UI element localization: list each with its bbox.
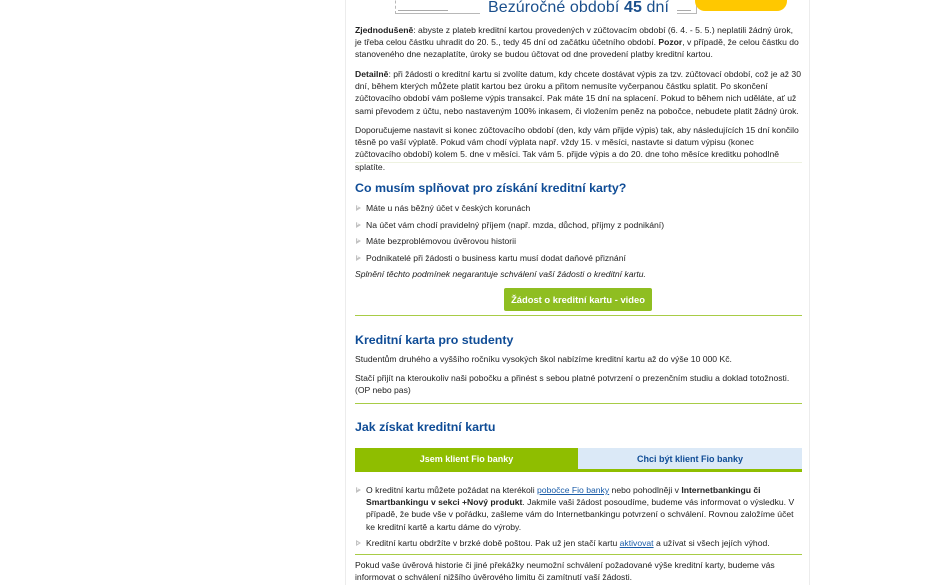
list-item-text: Máte u nás běžný účet v českých korunách [366, 203, 531, 213]
how-to-heading: Jak získat kreditní kartu [355, 420, 496, 434]
step-text: O kreditní kartu můžete požádat na kterékoli [366, 485, 538, 495]
triangle-bullet-icon [356, 487, 361, 493]
step-text: a užívat si všech jejích výhod. [653, 538, 770, 549]
step-text: nebo pohodlněji v [609, 485, 682, 495]
triangle-bullet-icon [356, 255, 361, 261]
warning-text: , v případě, že celou částku do stanoveného dne nezaplatíte, úroky se budou účtovat od dne provedení platby kreditní kartou. [355, 37, 799, 60]
footer-note: Pokud vaše úvěrová historie či jiné překážky neumožní schválení požadované výše kreditní karty, budeme vás informovat o schválení nižšího úvěrového limitu či zamítnutí vaší žádosti. [355, 560, 775, 583]
hero-banner [346, 0, 811, 22]
list-item-text: Na účet vám chodí pravidelný příjem (např. mzda, důchod, příjmy z podnikání) [366, 219, 665, 230]
triangle-bullet-icon [356, 205, 361, 211]
students-paragraph-1: Studentům druhého a vyššího ročníku vysokých škol nabízíme kreditní kartu až do výše 10 000 Kč. [355, 354, 732, 364]
list-item [355, 202, 802, 214]
branch-link[interactable]: pobočce Fio banky [537, 485, 610, 495]
paragraph-simplified [355, 24, 802, 61]
detailed-label: Detailně [355, 69, 389, 79]
students-paragraph-2: Stačí přijít na kteroukoliv naši pobočku a přinést s sebou platné potvrzení o prezenčním studiu a doklad totožnosti. (OP nebo pas) [355, 373, 790, 396]
hero-title-number: 45 [623, 0, 642, 16]
section-divider [355, 162, 802, 163]
triangle-bullet-icon [356, 540, 361, 546]
list-item-text: Podnikatelé při žádosti o business kartu musí dodat daňové přiznání [366, 252, 626, 263]
list-item [355, 252, 802, 264]
section-divider [355, 315, 802, 316]
list-item [355, 219, 802, 231]
video-request-button[interactable]: Žádost o kreditní kartu - video [504, 288, 652, 311]
list-item [355, 484, 795, 533]
how-to-steps [355, 484, 795, 554]
triangle-bullet-icon [356, 222, 361, 228]
students-heading: Kreditní karta pro studenty [355, 333, 514, 347]
step-text: . Jakmile vaši žádost posoudíme, budeme vás informovat o výsledku. V případě, že bude vše v pořádku, zašleme vám do Internetbankingu potvrzení o schválení. Rovnou založíme účet ke kreditní kartě a kartu dáme do výroby. [366, 497, 795, 532]
step-bold-text: Internetbankingu či Smartbankingu v sekci +Nový produkt [366, 485, 761, 508]
step-text: Kreditní kartu obdržíte v brzké době poštou. Pak už jen stačí kartu [366, 538, 620, 549]
activate-link[interactable]: aktivovat [619, 538, 654, 549]
hero-title-suffix: dní [646, 0, 670, 16]
requirements-heading: Co musím splňovat pro získání kreditní karty? [355, 181, 627, 195]
client-tabs [355, 448, 802, 472]
list-item [355, 235, 802, 247]
list-item [355, 537, 795, 549]
paragraph-detailed [355, 68, 802, 117]
simplified-label: Zjednodušeně [355, 25, 414, 35]
simplified-text: : abyste z plateb kreditní kartou provedených v zúčtovacím období (6. 4. - 5. 5.) neplatili žádný úrok, je třeba celou částku uhradit do 20. 5., tedy 45 dní od začátku účetního období. [355, 25, 794, 48]
detailed-text: : při žádosti o kreditní kartu si zvolíte datum, kdy chcete dostávat výpis za tzv. zúčtovací období, což je až 30 dní, během kterých můžete platit kartou bez úroku a přitom nemusíte vyčerpanou částku splatit. Po skončení zúčtovacího období vám pošleme výpis transakcí. Pak máte 15 dní na splacení. Pokud to během nich uděláte, ať už sami převodem z účtu, nebo nastaveným 100% inkasem, či vložením peněz na pobočce, nebudete platit žádný úrok. [355, 69, 801, 116]
paragraph-recommendation: Doporučujeme nastavit si konec zúčtovacího období (den, kdy vám přijde výpis) tak, aby následujících 15 dní končilo těsně po vaší výplatě. Pokud vám chodí výplata např. vždy 15. v měsíci, nastavte si datum výpisu (konec zúčtovacího období) kolem 5. dne v měsíci. Tak vám 5. přijde výpis a do 20. dne toho měsíce kreditku pohodlně splatíte. [355, 125, 799, 172]
tab-existing-client[interactable]: Jsem klient Fio banky [355, 448, 578, 472]
list-item-text: Máte bezproblémovou úvěrovou historii [366, 236, 516, 246]
section-divider [355, 554, 802, 555]
warning-label: Pozor [658, 37, 683, 48]
triangle-bullet-icon [356, 238, 361, 244]
hero-title-prefix: Bezúročné období [487, 0, 620, 16]
hero-cta-button[interactable] [695, 0, 787, 11]
tab-new-client[interactable]: Chci být klient Fio banky [578, 448, 802, 472]
requirements-note: Splnění těchto podmínek negarantuje schválení vaší žádosti o kreditní kartu. [355, 269, 646, 279]
requirements-list [355, 202, 802, 268]
page-column [345, 0, 810, 585]
section-divider [355, 403, 802, 404]
